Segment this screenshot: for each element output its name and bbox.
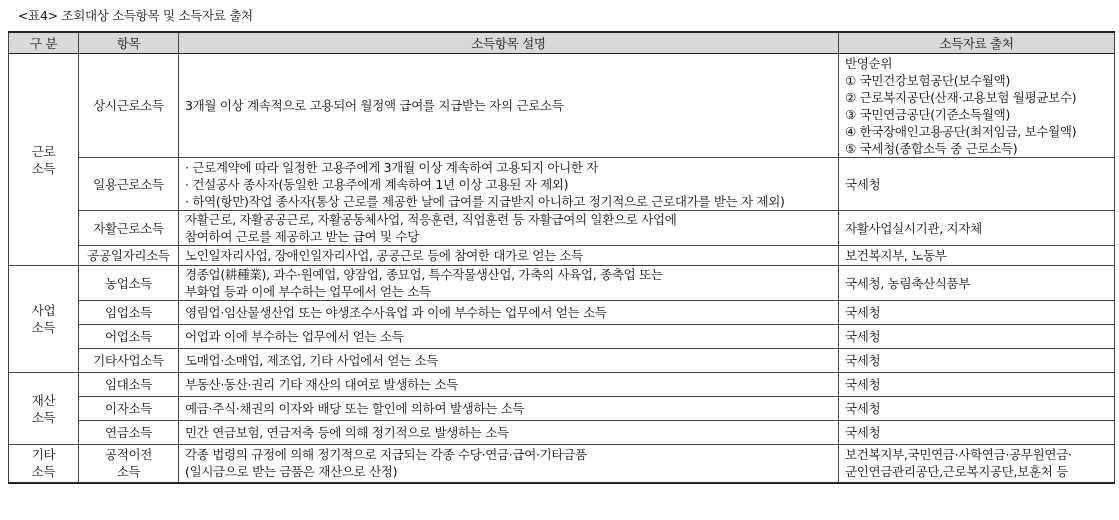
description-cell xyxy=(179,373,839,397)
category-label: 소득 xyxy=(31,320,56,335)
table-row xyxy=(9,266,1115,301)
income-source-table xyxy=(8,31,1115,484)
source-line: ⑤ 국세청(종합소득 중 근로소득) xyxy=(845,140,1018,156)
table-row xyxy=(9,158,1115,211)
description-cell xyxy=(179,211,839,246)
description-line: 도매업·소매업, 제조업, 기타 사업에서 얻는 소득 xyxy=(185,353,439,368)
category-cell xyxy=(9,445,79,483)
header-row xyxy=(9,32,1115,54)
item-cell xyxy=(79,421,179,445)
source-line: ② 근로복지공단(산재·고용보험 월평균보수) xyxy=(845,89,1077,105)
header-item: 항목 xyxy=(79,32,179,54)
category-label: 사업 xyxy=(31,303,56,318)
table-row xyxy=(9,325,1115,349)
table-row xyxy=(9,421,1115,445)
source-cell xyxy=(839,445,1115,483)
source-line: 국세청 xyxy=(845,305,881,320)
description-line: 자활근로, 자활공공근로, 자활공동체사업, 적응훈련, 직업훈련 등 자활급여의 일환으로 사업에 xyxy=(185,212,677,227)
category-cell xyxy=(9,373,79,445)
source-line: 국세청 xyxy=(845,401,881,416)
item-label: 임업소득 xyxy=(104,305,153,320)
item-cell xyxy=(79,54,179,158)
item-label: 일용근로소득 xyxy=(93,176,164,192)
category-label: 소득 xyxy=(31,160,56,176)
description-cell xyxy=(179,325,839,349)
item-label: 이자소득 xyxy=(104,401,153,416)
description-line: 3개월 이상 계속적으로 고용되어 월정액 급여를 지급받는 자의 근로소득 xyxy=(185,98,564,113)
category-label: 근로 xyxy=(31,143,56,159)
table-row xyxy=(9,54,1115,158)
item-cell xyxy=(79,246,179,266)
source-line: 군인연금관리공단,근로복지공단,보훈처 등 xyxy=(845,464,1068,480)
item-label: 공적이전 xyxy=(104,447,153,463)
table-row xyxy=(9,397,1115,421)
item-label: 소득 xyxy=(116,464,141,480)
source-line: 국세청 xyxy=(845,425,881,440)
source-line: 보건복지부,국민연금·사학연금·공무원연금· xyxy=(845,447,1072,463)
source-line: 국세청, 농림축산식품부 xyxy=(845,275,971,291)
description-line: (일시금으로 받는 금품은 재산으로 산정) xyxy=(185,464,398,480)
source-cell xyxy=(839,349,1115,373)
description-line: · 하역(항만)작업 종사자(통상 근로를 제공한 날에 급여를 지급받지 아니하고 정기적으로 근로대가를 받는 자 제외) xyxy=(185,193,785,209)
table-row xyxy=(9,246,1115,266)
description-line: 노인일자리사업, 장애인일자리사업, 공공근로 등에 참여한 대가로 얻는 소득 xyxy=(185,248,584,263)
table-body xyxy=(9,54,1115,483)
header-description: 소득항목 설명 xyxy=(179,32,839,54)
table-row xyxy=(9,349,1115,373)
item-cell xyxy=(79,211,179,246)
table-row xyxy=(9,211,1115,246)
description-cell xyxy=(179,158,839,211)
item-cell xyxy=(79,349,179,373)
source-cell xyxy=(839,325,1115,349)
source-cell xyxy=(839,301,1115,325)
category-label: 소득 xyxy=(31,409,56,425)
item-cell xyxy=(79,158,179,211)
source-cell xyxy=(839,421,1115,445)
description-line: 각종 법령의 규정에 의해 정기적으로 지급되는 각종 수당·연금·급여·기타금품 xyxy=(185,447,587,463)
item-label: 상시근로소득 xyxy=(93,98,164,113)
description-cell xyxy=(179,246,839,266)
description-cell xyxy=(179,445,839,483)
description-cell xyxy=(179,349,839,373)
header-source: 소득자료 출처 xyxy=(839,32,1115,54)
item-label: 자활근로소득 xyxy=(93,220,164,236)
source-cell xyxy=(839,211,1115,246)
item-cell xyxy=(79,397,179,421)
description-line: 예금·주식·채권의 이자와 배당 또는 할인에 의하여 발생하는 소득 xyxy=(185,401,525,416)
description-cell xyxy=(179,397,839,421)
category-label: 기타 xyxy=(31,447,56,463)
item-cell xyxy=(79,373,179,397)
description-cell xyxy=(179,54,839,158)
source-line: 국세청 xyxy=(845,353,881,368)
item-cell xyxy=(79,445,179,483)
source-cell xyxy=(839,54,1115,158)
source-cell xyxy=(839,397,1115,421)
table-row xyxy=(9,301,1115,325)
description-cell xyxy=(179,301,839,325)
description-line: · 근로계약에 따라 일정한 고용주에게 3개월 이상 계속하여 고용되지 아니한 자 xyxy=(185,159,599,175)
description-line: 경종업(耕種業), 과수·원예업, 양잠업, 종묘업, 특수작물생산업, 가축의 사육업, 종축업 또는 xyxy=(185,267,663,282)
item-label: 공공일자리소득 xyxy=(87,248,170,263)
description-line: 어업과 이에 부수하는 업무에서 얻는 소득 xyxy=(185,329,404,344)
item-cell xyxy=(79,301,179,325)
source-line: ④ 한국장애인고용공단(최저임금, 보수월액) xyxy=(845,123,1077,139)
item-label: 농업소득 xyxy=(104,275,153,291)
description-line: 영림업·임산물생산업 또는 야생조수사육업 과 이에 부수하는 업무에서 얻는 소득 xyxy=(185,305,607,320)
source-cell xyxy=(839,266,1115,301)
source-line: 국세청 xyxy=(845,377,881,392)
item-label: 연금소득 xyxy=(104,425,153,440)
item-cell xyxy=(79,266,179,301)
source-line: ③ 국민연금공단(기준소득월액) xyxy=(845,106,1011,122)
category-label: 소득 xyxy=(31,464,56,480)
source-line: 자활사업실시기관, 지자체 xyxy=(845,220,982,236)
description-line: 민간 연금보험, 연금저축 등에 의해 정기적으로 발생하는 소득 xyxy=(185,425,509,440)
item-label: 임대소득 xyxy=(104,377,153,392)
description-line: · 건설공사 종사자(동일한 고용주에게 계속하여 1년 이상 고용된 자 제외) xyxy=(185,176,569,192)
description-line: 참여하여 근로를 제공하고 받는 급여 및 수당 xyxy=(185,229,419,244)
source-line: ① 국민건강보험공단(보수월액) xyxy=(845,72,1011,88)
category-label: 재산 xyxy=(31,392,56,408)
description-line: 부동산·동산·권리 기타 재산의 대여로 발생하는 소득 xyxy=(185,377,458,392)
description-line: 부화업 등과 이에 부수하는 업무에서 얻는 소득 xyxy=(185,284,431,299)
source-line: 국세청 xyxy=(845,329,881,344)
description-cell xyxy=(179,266,839,301)
table-row xyxy=(9,445,1115,483)
item-cell xyxy=(79,325,179,349)
header-category: 구 분 xyxy=(9,32,79,54)
item-label: 기타사업소득 xyxy=(93,353,164,368)
source-cell xyxy=(839,373,1115,397)
source-cell xyxy=(839,246,1115,266)
category-cell xyxy=(9,266,79,373)
item-label: 어업소득 xyxy=(104,329,153,344)
description-cell xyxy=(179,421,839,445)
table-row xyxy=(9,373,1115,397)
source-line: 보건복지부, 노동부 xyxy=(845,248,947,263)
category-cell xyxy=(9,54,79,266)
table-caption: <표4> 조회대상 소득항목 및 소득자료 출처 xyxy=(18,8,253,23)
source-line: 반영순위 xyxy=(845,55,893,71)
source-line: 국세청 xyxy=(845,176,881,192)
source-cell xyxy=(839,158,1115,211)
